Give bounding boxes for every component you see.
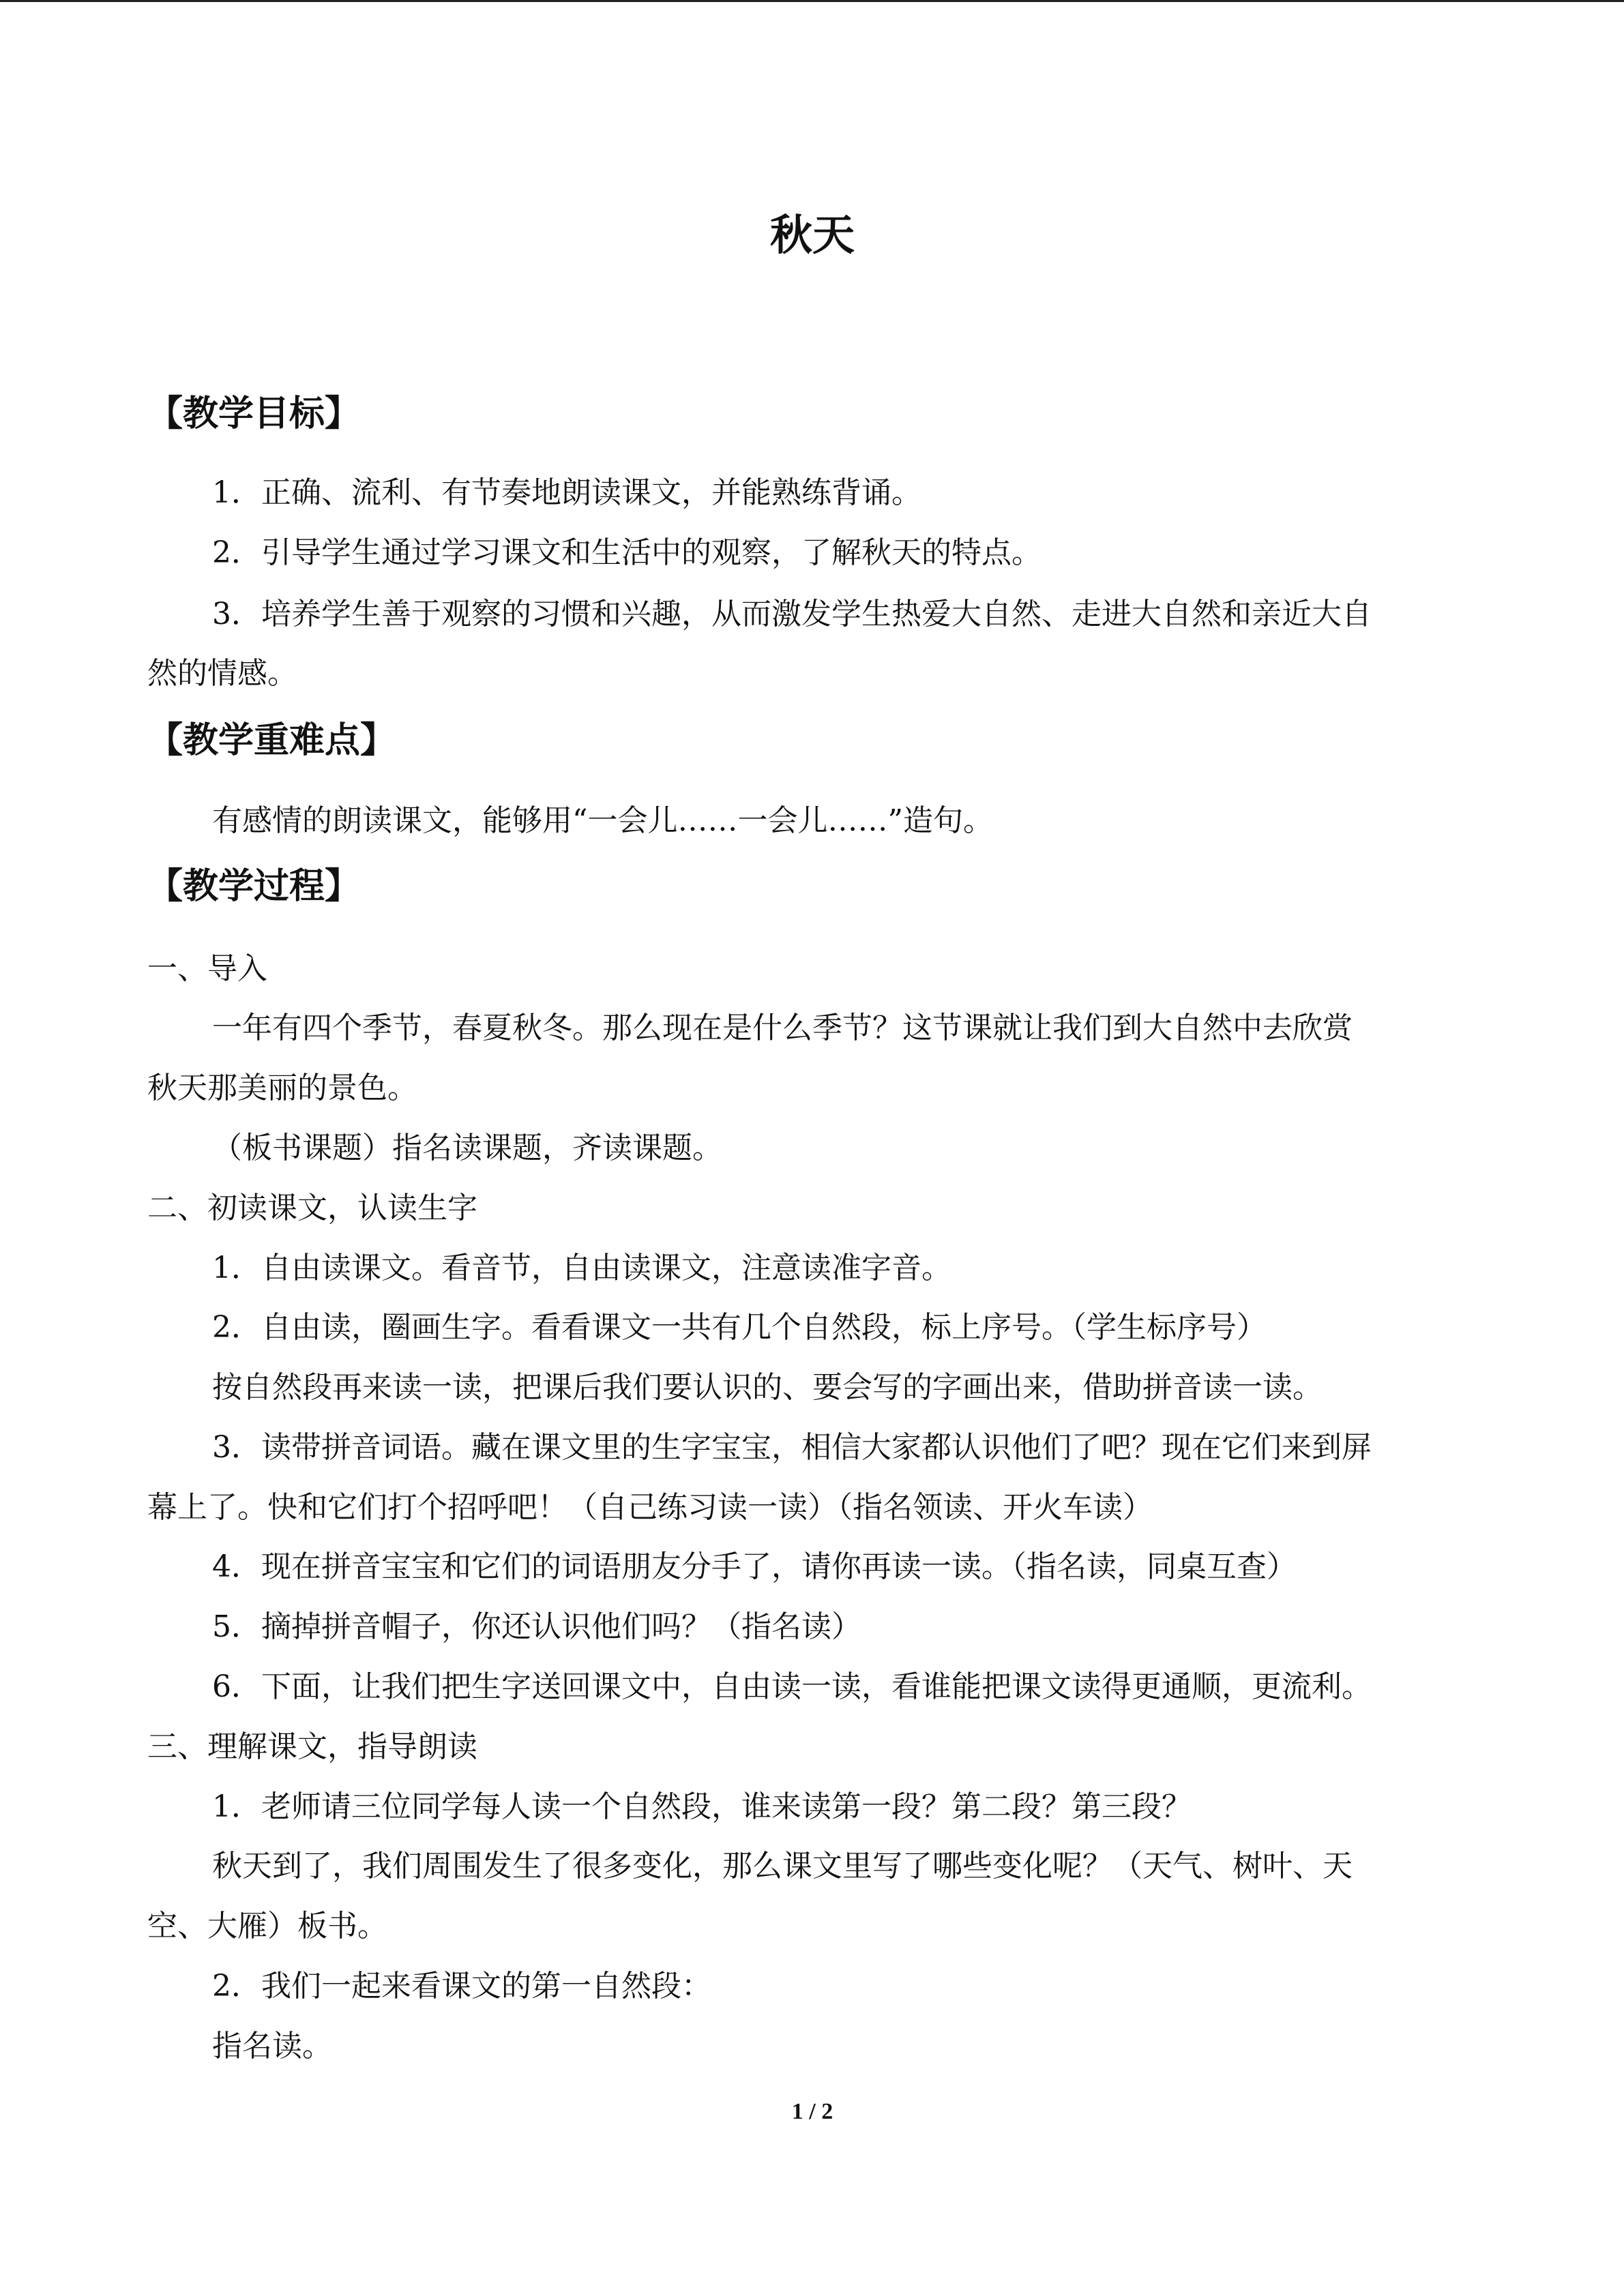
process-part-2-title: 二、初读课文，认读生字	[147, 1191, 477, 1225]
goal-item-1: 1．正确、流利、有节奏地朗读课文，并能熟练背诵。	[212, 475, 921, 510]
key-points-text: 有感情的朗读课文，能够用“一会儿……一会儿……”造句。	[212, 803, 993, 838]
section-heading-key-points: 【教学重难点】	[147, 720, 396, 761]
part-2-step-3-line-1: 3．读带拼音词语。藏在课文里的生字宝宝，相信大家都认识他们了吧？现在它们来到屏	[212, 1430, 1372, 1465]
goal-item-3-line-1: 3．培养学生善于观察的习惯和兴趣，从而激发学生热爱大自然、走进大自然和亲近大自	[212, 597, 1372, 631]
part-2-step-2: 2．自由读，圈画生字。看看课文一共有几个自然段，标上序号。（学生标序号）	[212, 1310, 1267, 1345]
process-part-1-title: 一、导入	[147, 951, 267, 986]
goal-item-2: 2．引导学生通过学习课文和生活中的观察，了解秋天的特点。	[212, 535, 1042, 570]
part-3-step-1-note-line-1: 秋天到了，我们周围发生了很多变化，那么课文里写了哪些变化呢？（天气、树叶、天	[212, 1849, 1353, 1883]
part-2-step-4: 4．现在拼音宝宝和它们的词语朋友分手了，请你再读一读。（指名读，同桌互查）	[212, 1549, 1297, 1584]
section-heading-process: 【教学过程】	[147, 866, 361, 907]
part-2-step-6: 6．下面，让我们把生字送回课文中，自由读一读，看谁能把课文读得更通顺，更流利。	[212, 1669, 1372, 1704]
document-page	[147, 0, 1477, 2296]
part-2-step-3-line-2: 幕上了。快和它们打个招呼吧！（自己练习读一读）（指名领读、开火车读）	[147, 1490, 1153, 1525]
page-number: 1 / 2	[791, 2099, 833, 2124]
section-heading-goals: 【教学目标】	[147, 393, 361, 434]
process-part-3-title: 三、理解课文，指导朗读	[147, 1729, 477, 1764]
goal-item-3-line-2: 然的情感。	[147, 656, 297, 691]
part-2-step-5: 5．摘掉拼音帽子，你还认识他们吗？（指名读）	[212, 1609, 861, 1644]
document-title: 秋天	[769, 210, 855, 260]
part-3-step-2: 2．我们一起来看课文的第一自然段：	[212, 1969, 711, 2003]
part-3-step-2-note: 指名读。	[212, 2029, 332, 2063]
part-2-step-2-note: 按自然段再来读一读，把课后我们要认识的、要会写的字画出来，借助拼音读一读。	[212, 1370, 1323, 1405]
part-1-paragraph-2: （板书课题）指名读课题，齐读课题。	[212, 1131, 722, 1165]
part-3-step-1: 1．老师请三位同学每人读一个自然段，谁来读第一段？第二段？第三段？	[212, 1789, 1192, 1824]
part-1-paragraph-1-line-1: 一年有四个季节，春夏秋冬。那么现在是什么季节？这节课就让我们到大自然中去欣赏	[212, 1011, 1353, 1045]
part-2-step-1: 1．自由读课文。看音节，自由读课文，注意读准字音。	[212, 1251, 951, 1285]
part-3-step-1-note-line-2: 空、大雁）板书。	[147, 1909, 387, 1943]
part-1-paragraph-1-line-2: 秋天那美丽的景色。	[147, 1071, 417, 1105]
